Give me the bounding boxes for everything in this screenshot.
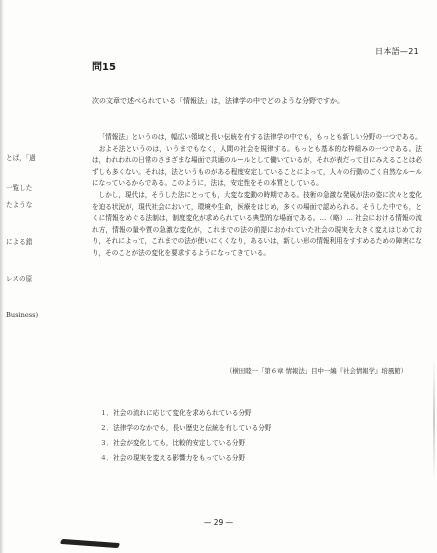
margin-fragment: Business): [6, 311, 39, 319]
source-citation: （横田睦一「第６章 情報法」目中一編『社会情報学』培風館）: [226, 367, 407, 375]
scan-mark: [433, 360, 435, 480]
page-number: — 29 —: [203, 518, 234, 527]
margin-fragment: による錯: [6, 238, 33, 246]
margin-fragment: 一覧した: [6, 184, 33, 192]
scan-mark: [60, 539, 120, 548]
margin-fragment: とば，「過: [6, 154, 36, 162]
margin-fragment: レスの原: [6, 275, 33, 283]
margin-fragment: たような: [6, 201, 33, 209]
question-prompt: 次の文章で述べられている「情報法」は，法律学の中でどのような分野ですか。: [92, 97, 344, 105]
passage-paragraph: 「情報法」というのは，幅広い領域と長い伝統を有する法律学の中でも，もっとも新しい分野の一つである。: [98, 133, 422, 141]
passage-paragraph: しかし，現代は，そうした法にとっても，大変な変動の時期である。技術の急激な発展が法の姿に次々と変化を迫る状況が，現代社会において，環境や生命，医療をはじめ，多くの場面で認められる。そうした中でも，とくに情報をめぐる法制は，制度変化が求められている典型的な場面である。…（略）… 社会における情報の流れ方，情報の量や質の急激な変化が，これまでの法の前提におかれていた社会の現実を大きく変えはじめており，それによって，これまでの法が使いにくくなり，あるいは，新しい形の情報利用をすすめるための障害になり，そのことが法の変化を要求するようになってきている。: [92, 190, 422, 257]
answer-choice[interactable]: １．社会の流れに応じて変化を求められている分野: [100, 409, 252, 417]
question-number: 問15: [92, 62, 116, 73]
answer-choice[interactable]: ２．法律学のなかでも，長い歴史と伝統を有している分野: [100, 424, 272, 432]
answer-choice[interactable]: ３．社会が変化しても，比較的安定している分野: [100, 439, 246, 447]
page-header-tag: 日本語—21: [375, 47, 419, 56]
answer-choice[interactable]: ４．社会の現実を変える影響力をもっている分野: [100, 454, 246, 462]
scan-shadow: [0, 0, 4, 553]
passage-paragraph: およそ法というのは，いうまでもなく，人間の社会を規律する。もっとも基本的な枠組みの一つである。法は，われわれの日常のさまざまな場面で共通のルールとして働いているが，それが表だって目にみえることは必ずしも多くない。それは，法というものがある程度安定していることによって，人々の行動のごく自然なルールになっているからである。このように，法は，安定性をその本質としている。: [92, 144, 422, 188]
answer-choices: [100, 406, 271, 466]
reading-passage: [92, 132, 422, 260]
